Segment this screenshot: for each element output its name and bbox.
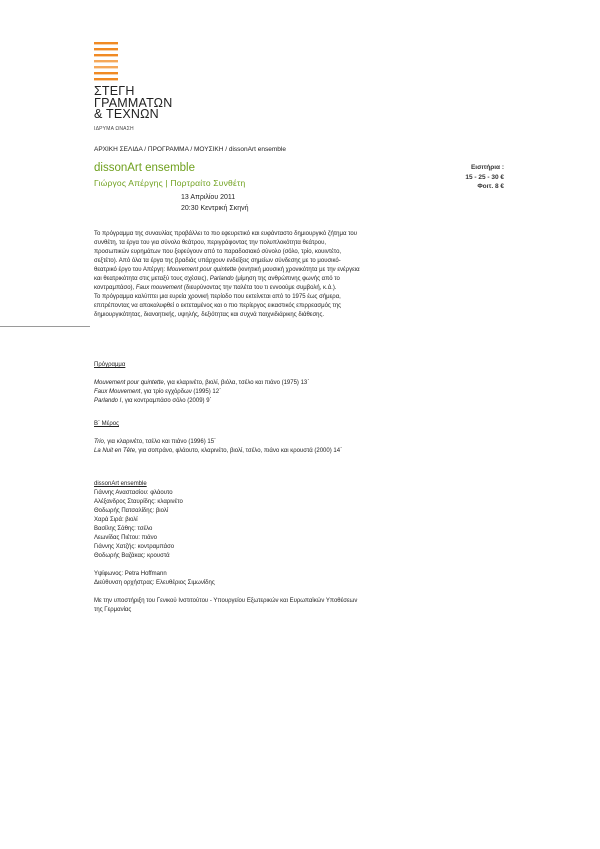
work-title: Faux mouvement bbox=[135, 285, 183, 291]
logo-stripe bbox=[94, 60, 118, 62]
logo-foundation: ΙΔΡΥΜΑ ΩΝΑΣΗ bbox=[94, 126, 134, 132]
program-item bbox=[94, 379, 362, 388]
event-date: 13 Απριλίου 2011 bbox=[181, 194, 236, 201]
desc-text: Το πρόγραμμα της συναυλίας προβάλλει το πιο εφευρετικό και ευφάνταστο δημιουργικό ζήτημα του συνθέτη, τα έργα του για σύνολο θεάτρου, περιγράφοντας την πολυπλοκότητα θεάτρου, προσωπικών ευρημάτων που ξεφεύγουν από το παραδοσιακό σύνολο (σόλο, τρίο, κουιντέτο, σεξτέτο). Από όλα τα έργα της βραδιάς υπάρχουν ενδείξεις σημείων σύνδεσης με το μουσικό-θεατρικό έργο του Απέργη: bbox=[94, 231, 357, 273]
breadcrumb-home[interactable]: ΑΡΧΙΚΗ ΣΕΛΙΔΑ bbox=[94, 146, 143, 153]
ensemble-member: Αλέξανδρος Σταυρίδης: κλαρινέτο bbox=[94, 499, 183, 505]
work-details: , για κλαρινέτο, τσέλο και πιάνο (1996) 15΄ bbox=[103, 439, 217, 445]
work-details: , για κλαρινέτο, βιολί, βιόλα, τσέλο και πιάνο (1975) 13΄ bbox=[163, 380, 310, 386]
conductor-credit: Διεύθυνση ορχήστρας: Ελευθέριος Σιμωνίδης bbox=[94, 580, 215, 586]
ticket-info bbox=[430, 163, 504, 192]
breadcrumb-separator: / bbox=[223, 146, 229, 153]
ensemble-member: Βασίλης Σάθης: τσέλο bbox=[94, 526, 153, 532]
work-title: Mouvement pour quintette bbox=[166, 267, 237, 273]
event-time: 20:30 Κεντρική Σκηνή bbox=[181, 205, 249, 212]
event-description bbox=[94, 230, 362, 613]
ensemble-member: Γιάννης Αναστασίου: φλάουτο bbox=[94, 490, 173, 496]
work-title: Trio bbox=[94, 439, 104, 445]
program-section bbox=[94, 361, 362, 406]
breadcrumb-current: dissonArt ensemble bbox=[228, 146, 286, 153]
ensemble-member: Γιάννης Χατζής: κοντραμπάσο bbox=[94, 544, 175, 550]
work-details: , για τρίο εγχόρδων (1995) 12΄ bbox=[140, 389, 222, 395]
ensemble-section bbox=[94, 480, 362, 615]
page-title: dissonArt ensemble bbox=[94, 162, 195, 174]
logo-line-3: & ΤΕΧΝΩΝ bbox=[94, 107, 159, 121]
breadcrumb-separator: / bbox=[142, 146, 148, 153]
ticket-prices: 15 - 25 - 30 € bbox=[465, 173, 504, 181]
breadcrumb-music[interactable]: ΜΟΥΣΙΚΗ bbox=[193, 146, 224, 153]
logo-stripe bbox=[94, 66, 118, 68]
breadcrumb-separator: / bbox=[188, 146, 194, 153]
logo-line-1: ΣΤΕΓΗ bbox=[94, 84, 135, 98]
work-title: Mouvement pour quintette bbox=[94, 380, 164, 386]
work-details: , για σοπράνο, φλάουτο, κλαρινέτο, βιολί, τσέλο, πιάνο και κρουστά (2000) 14΄ bbox=[135, 448, 343, 454]
support-note: Με την υποστήριξη του Γενικού Ινστιτούτου - Υπουργείου Εξωτερικών και Ευρωπαϊκών Υποθέσεων της Γερμανίας bbox=[94, 598, 358, 613]
description-paragraph-1 bbox=[94, 230, 362, 293]
program-item bbox=[94, 388, 362, 397]
page-subtitle: Γιώργος Απέργης | Πορτραίτο Συνθέτη bbox=[94, 178, 246, 188]
ensemble-member: Χαρά Σιρά: βιολί bbox=[94, 517, 138, 523]
desc-text: (κινητική μουσική χρονικότητα με την ενέργεια και θεατρικότητα στις μεταξύ τους σχέσεις), bbox=[94, 267, 360, 282]
work-details: , για κοντραμπάσο σόλο (2009) 9΄ bbox=[121, 398, 212, 404]
program-item bbox=[94, 447, 362, 456]
logo-stripes-icon bbox=[94, 40, 126, 84]
work-title: La Nuit en Tête bbox=[94, 448, 136, 454]
divider bbox=[0, 326, 90, 327]
work-title: Parlando bbox=[209, 276, 234, 282]
ensemble-heading: dissonArt ensemble bbox=[94, 481, 147, 487]
breadcrumb-program[interactable]: ΠΡΟΓΡΑΜΜΑ bbox=[147, 146, 189, 153]
desc-text: (διευρύνοντας την παλέτα του τι εννοούμε συμβολή, κ.ά.). bbox=[182, 285, 337, 291]
logo-stripe bbox=[94, 78, 118, 80]
ensemble-member: Θοδωρής Πατσαλίδης: βιολί bbox=[94, 508, 169, 514]
logo-stripe bbox=[94, 42, 118, 44]
soprano-credit: Υψίφωνος: Petra Hoffmann bbox=[94, 571, 167, 577]
logo-line-2: ΓΡΑΜΜΑΤΩΝ bbox=[94, 95, 173, 110]
part-b-heading: Β΄ Μέρος bbox=[94, 421, 119, 427]
ticket-label: Εισιτήρια : bbox=[470, 164, 504, 171]
breadcrumb bbox=[94, 146, 286, 153]
ensemble-member: Λεωνίδας Πιέτου: πιάνο bbox=[94, 535, 157, 541]
ensemble-member: Θοδωρής Βαζάκας: κρουστά bbox=[94, 553, 170, 559]
logo-wordmark[interactable] bbox=[94, 86, 172, 121]
part-b-section bbox=[94, 420, 362, 456]
desc-text: (μίμηση της ανθρώπινης φωνής από το κοντραμπάσο), bbox=[94, 276, 340, 291]
program-heading: Πρόγραμμα bbox=[94, 362, 126, 368]
description-paragraph-2: Το πρόγραμμα καλύπτει μια ευρεία χρονική περίοδο που εκτείνεται από το 1975 έως σήμερα, επιτρέποντας να αποκαλυφθεί ο εκτεταμένος και ο πιο περίεργος εικαστικός επιρρεασμός της δημιουργικότητας, διανοητικής, υψηλής, δεξιότητας και συχνά παιχνιδιάρικης διάθεσης. bbox=[94, 294, 342, 318]
logo-stripe bbox=[94, 54, 118, 56]
ticket-students: Φοιτ. 8 € bbox=[477, 183, 504, 190]
logo-stripe bbox=[94, 72, 118, 74]
work-title: Faux Mouvement bbox=[94, 389, 141, 395]
program-item bbox=[94, 397, 362, 406]
work-title: Parlando I bbox=[94, 398, 122, 404]
logo-stripe bbox=[94, 48, 118, 50]
program-item bbox=[94, 438, 362, 447]
